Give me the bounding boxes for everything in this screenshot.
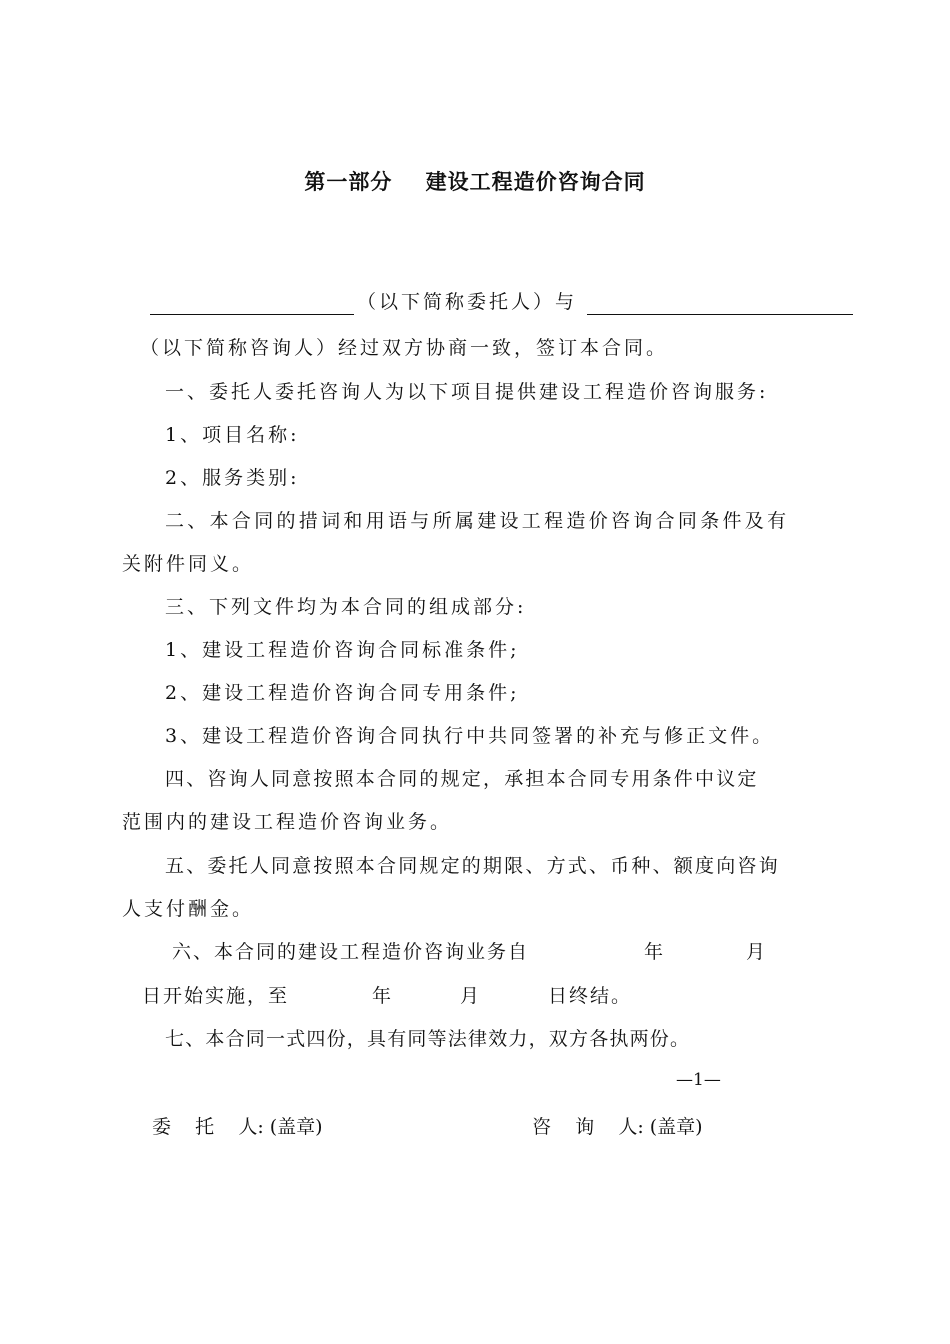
clause-3: 三、下列文件均为本合同的组成部分: xyxy=(165,596,527,618)
page-number: —1— xyxy=(676,1070,721,1090)
consultant-signature-label: 咨 询 人: (盖章) xyxy=(532,1116,703,1138)
clause-3-item-2: 2、建设工程造价咨询合同专用条件; xyxy=(165,682,520,704)
clause-4-line-1: 四、咨询人同意按照本合同的规定，承担本合同专用条件中议定 xyxy=(165,768,759,790)
clause-7: 七、本合同一式四份，具有同等法律效力，双方各执两份。 xyxy=(165,1028,691,1050)
clause-2-line-2: 关附件同义。 xyxy=(122,553,255,575)
clause-6-end-month-label: 月 xyxy=(460,985,483,1007)
clause-6-year-label: 年 xyxy=(644,941,667,963)
clause-5-line-2: 人支付酬金。 xyxy=(122,898,255,920)
clause-1: 一、委托人委托咨询人为以下项目提供建设工程造价咨询服务: xyxy=(165,381,769,403)
clause-1-item-2: 2、服务类别: xyxy=(165,467,300,489)
clause-3-item-3: 3、建设工程造价咨询合同执行中共同签署的补充与修正文件。 xyxy=(165,725,775,747)
intro-mid-text: （以下简称委托人）与 xyxy=(357,291,578,313)
clause-6-end-year-label: 年 xyxy=(372,985,395,1007)
clause-6-line-2-start: 日开始实施，至 xyxy=(142,985,290,1007)
clause-6-line-1: 六、本合同的建设工程造价咨询业务自 xyxy=(172,941,530,963)
client-signature-label: 委 托 人: (盖章) xyxy=(152,1116,323,1138)
document-title: 第一部分 建设工程造价咨询合同 xyxy=(304,170,646,194)
clause-6-end-text: 日终结。 xyxy=(548,985,633,1007)
clause-5-line-1: 五、委托人同意按照本合同规定的期限、方式、币种、额度向咨询 xyxy=(165,855,780,877)
clause-2-line-1: 二、本合同的措词和用语与所属建设工程造价咨询合同条件及有 xyxy=(165,510,790,532)
clause-6-month-label: 月 xyxy=(746,941,769,963)
intro-line-2: （以下简称咨询人）经过双方协商一致，签订本合同。 xyxy=(140,337,669,359)
consultant-name-blank[interactable] xyxy=(587,314,853,315)
clause-1-item-1: 1、项目名称: xyxy=(165,424,300,446)
clause-3-item-1: 1、建设工程造价咨询合同标准条件; xyxy=(165,639,520,661)
client-name-blank[interactable] xyxy=(150,314,354,315)
clause-4-line-2: 范围内的建设工程造价咨询业务。 xyxy=(122,811,453,833)
